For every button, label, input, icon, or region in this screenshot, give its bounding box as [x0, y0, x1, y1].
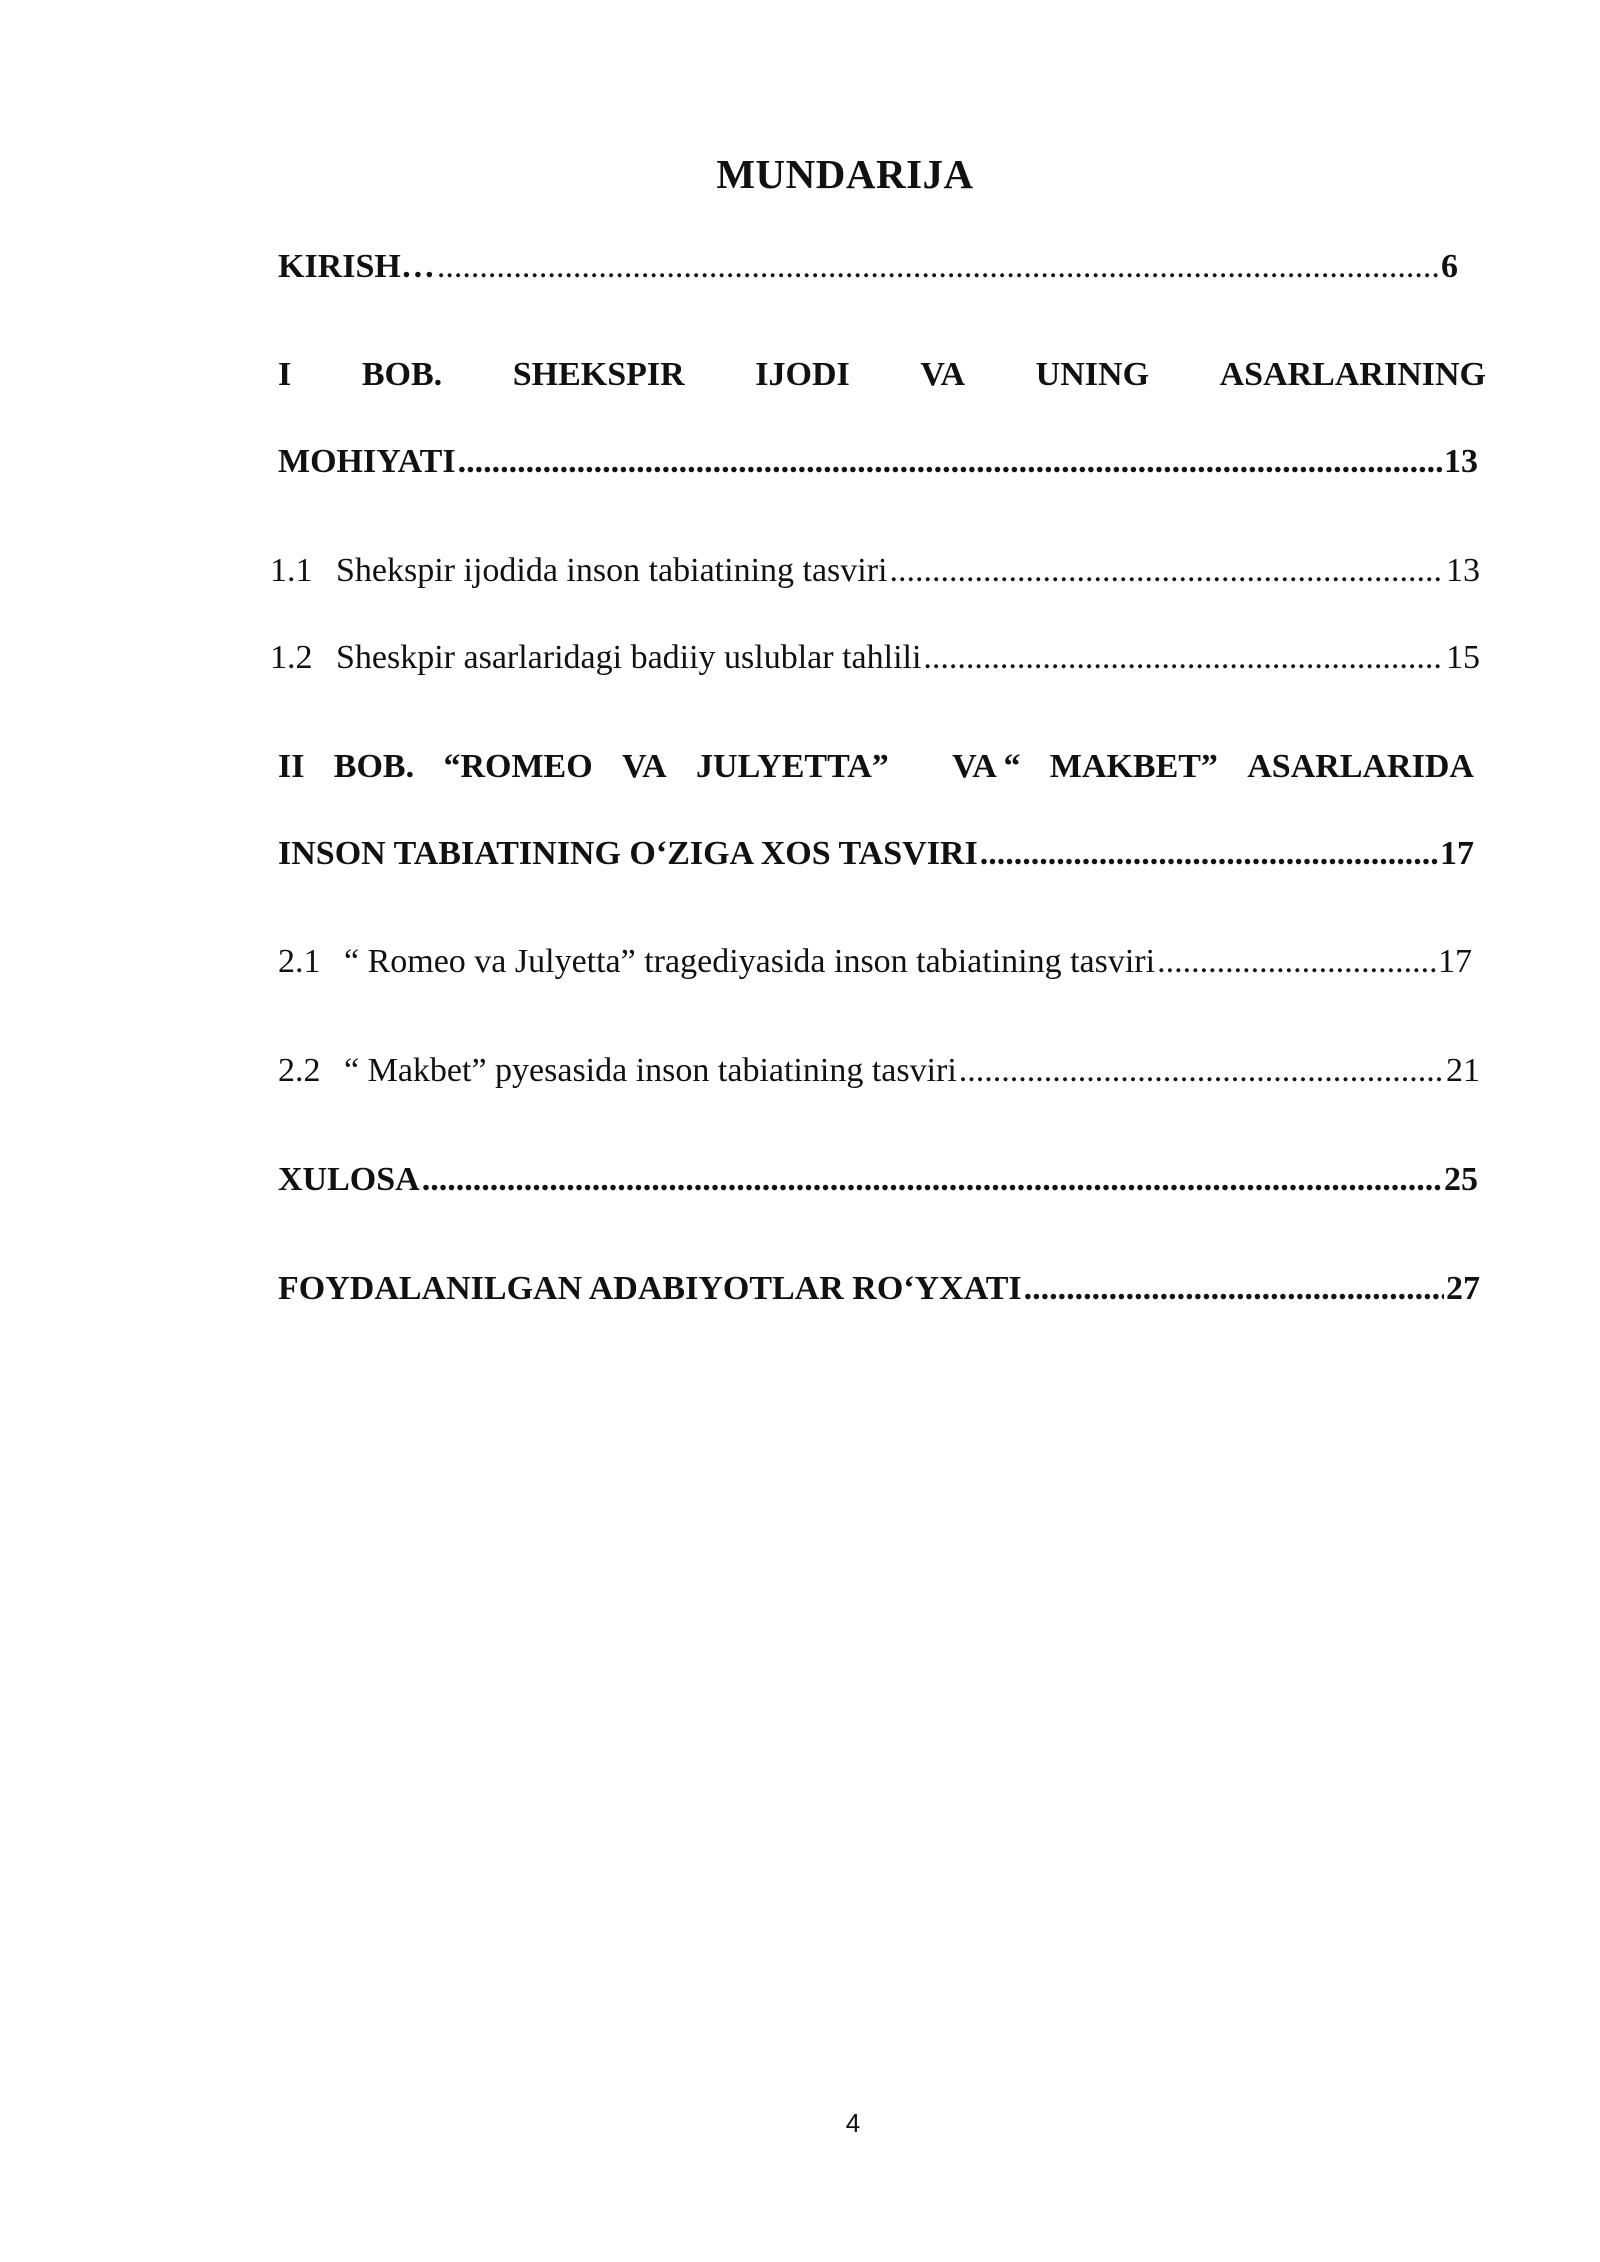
- dot-leader: [458, 443, 1442, 481]
- toc-page-ref: 13: [1444, 443, 1478, 480]
- toc-entry-label: MOHIYATI: [278, 443, 456, 480]
- toc-page-ref: 17: [1440, 835, 1474, 872]
- toc-entry-chapter-1[interactable]: [278, 443, 1478, 481]
- toc-entry-label: “ Makbet” pyesasida inson tabiatining tasviri: [344, 1052, 957, 1089]
- toc-entry-xulosa[interactable]: [278, 1161, 1478, 1199]
- toc-page-ref: 15: [1446, 639, 1480, 676]
- toc-entry-2-1[interactable]: [278, 943, 1472, 981]
- heading-word: UNING: [1035, 356, 1150, 393]
- toc-page-ref: 17: [1438, 943, 1472, 980]
- toc-entry-kirish[interactable]: [278, 248, 1458, 286]
- heading-word: ASARLARINING: [1219, 356, 1486, 393]
- toc-entry-label: “ Romeo va Julyetta” tragediyasida inson tabiatining tasviri: [344, 943, 1156, 980]
- toc-entry-label: KIRISH…: [278, 248, 435, 285]
- toc-entry-chapter-1-heading[interactable]: [278, 356, 1486, 394]
- dot-leader: [959, 1052, 1444, 1090]
- dot-leader: [923, 639, 1444, 677]
- toc-entry-number: 2.1: [278, 943, 321, 980]
- toc-title: MUNDARIJA: [716, 151, 974, 197]
- toc-entry-references[interactable]: [278, 1270, 1480, 1308]
- heading-word: “ROMEO: [443, 748, 593, 785]
- heading-word: BOB.: [333, 748, 415, 785]
- dot-leader: [422, 1161, 1442, 1199]
- toc-entry-label: FOYDALANILGAN ADABIYOTLAR RO‘YXATI: [278, 1270, 1022, 1307]
- toc-page-ref: 13: [1446, 552, 1480, 589]
- dot-leader: [1024, 1270, 1444, 1308]
- page-number: 4: [845, 2108, 861, 2138]
- dot-leader: [1157, 943, 1436, 981]
- toc-page-ref: 27: [1446, 1270, 1480, 1307]
- toc-entry-1-1[interactable]: [270, 552, 1480, 590]
- toc-entry-1-2[interactable]: [270, 639, 1480, 677]
- toc-entry-label: Sheskpir asarlaridagi badiiy uslublar tahlili: [336, 639, 922, 676]
- heading-word: SHEKSPIR: [512, 356, 685, 393]
- toc-page-ref: 25: [1444, 1161, 1478, 1198]
- heading-word: IJODI: [755, 356, 850, 393]
- toc-page-ref: 21: [1446, 1052, 1480, 1089]
- heading-word: BOB.: [361, 356, 443, 393]
- heading-word: I: [278, 356, 292, 393]
- toc-entry-label: XULOSA: [278, 1161, 420, 1198]
- toc-entry-number: 2.2: [278, 1052, 321, 1089]
- heading-word: ASARLARIDA: [1247, 748, 1474, 785]
- toc-entry-2-2[interactable]: [278, 1052, 1480, 1090]
- toc-entry-label: INSON TABIATINING O‘ZIGA XOS TASVIRI: [278, 835, 978, 872]
- dot-leader: [437, 248, 1439, 286]
- toc-entry-chapter-2[interactable]: [278, 835, 1474, 873]
- toc-page-ref: 6: [1441, 248, 1458, 285]
- toc-entry-number: 1.2: [270, 639, 313, 676]
- heading-word: VA: [920, 356, 966, 393]
- heading-word: MAKBET”: [1049, 748, 1218, 785]
- toc-entry-number: 1.1: [270, 552, 313, 589]
- dot-leader: [890, 552, 1444, 590]
- heading-word: VA “: [952, 748, 1021, 785]
- heading-word: II: [278, 748, 305, 785]
- heading-word: JULYETTA”: [696, 748, 889, 785]
- heading-word: VA: [621, 748, 667, 785]
- toc-entry-chapter-2-heading[interactable]: [278, 748, 1474, 786]
- dot-leader: [980, 835, 1438, 873]
- toc-entry-label: Shekspir ijodida inson tabiatining tasviri: [336, 552, 888, 589]
